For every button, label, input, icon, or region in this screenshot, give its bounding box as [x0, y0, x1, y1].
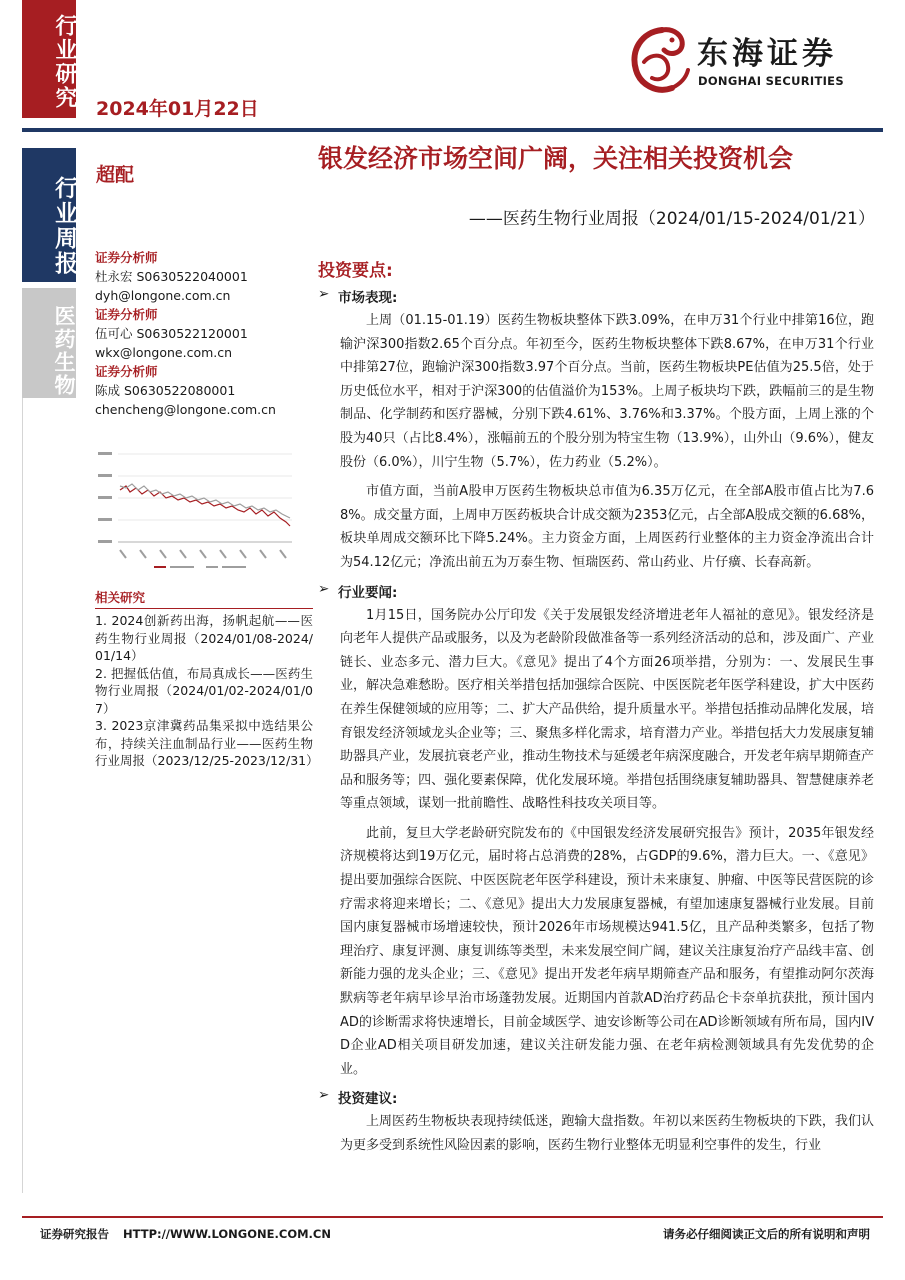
report-subtitle: ——医药生物行业周报（2024/01/15-2024/01/21）	[468, 209, 875, 229]
analyst-role: 证券分析师	[95, 250, 158, 265]
analyst-name-id: 陈成 S0630522080001	[95, 383, 236, 398]
footer-url-link[interactable]: HTTP://WWW.LONGONE.COM.CN	[123, 1227, 331, 1241]
analyst-role: 证券分析师	[95, 364, 158, 379]
analyst-role: 证券分析师	[95, 307, 158, 322]
related-research	[95, 588, 319, 770]
logo-chinese-name: 东海证券	[697, 36, 837, 72]
report-title: 银发经济市场空间广阔，关注相关投资机会	[318, 144, 794, 173]
analyst-email[interactable]: wkx@longone.com.cn	[95, 345, 233, 360]
performance-mini-chart	[96, 446, 296, 576]
main-content	[318, 256, 874, 1164]
arrow-bullet-icon: ➢	[318, 286, 330, 302]
header-divider	[22, 128, 883, 132]
logo-english-name: DONGHAI SECURITIES	[698, 74, 844, 88]
footer-left	[40, 1226, 331, 1242]
analyst-email[interactable]: chencheng@longone.com.cn	[95, 402, 276, 417]
paragraph: 市值方面，当前A股申万医药生物板块总市值为6.35万亿元，在全部A股市值占比为7.68%。成交量方面，上周申万医药板块合计成交额为2353亿元，占全部A股成交额的6.68%，板块单周成交额环比下降5.24%。主力资金方面，上周医药行业整体的主力资金净流出合计为54.12亿元；净流出前五为万泰生物、恒瑞医药、常山药业、片仔癀、长春高新。	[340, 484, 874, 570]
paragraph: 上周（01.15-01.19）医药生物板块整体下跌3.09%，在申万31个行业中排第16位，跑输沪深300指数2.65个百分点。年初至今，医药生物板块整体下跌8.67%，在申万31个行业中排第27位，跑输沪深300指数3.97个百分点。当前，医药生物板块PE估值为25.5倍，处于历史低位水平，相对于沪深300的估值溢价为153%。上周子板块均下跌，跌幅前三的是生物制品、化学制药和医疗器械，分别下跌4.61%、3.76%和3.37%。个股方面，上周上涨的个股为40只（占比8.4%），涨幅前五的个股分别为特宝生物（13.9%），山外山（9.6%），健友股份（6.0%），川宁生物（5.7%），佐力药业（5.2%）。	[340, 313, 874, 470]
report-type-tab: 行业研究	[22, 0, 76, 118]
dragon-logo-icon	[622, 22, 694, 106]
footer-disclaimer: 请务必仔细阅读正文后的所有说明和声明	[663, 1227, 870, 1241]
rating-label: 超配	[96, 164, 135, 186]
key-points-heading: 投资要点:	[318, 261, 393, 281]
analyst-block	[95, 362, 295, 419]
related-item[interactable]: 2. 把握低估值，布局真成长——医药生物行业周报（2024/01/02-2024/01/07）	[95, 665, 313, 716]
report-date: 2024年01月22日	[96, 98, 259, 120]
left-divider	[22, 398, 23, 1193]
arrow-bullet-icon: ➢	[318, 1087, 330, 1104]
paragraph: 上周医药生物板块表现持续低迷，跑输大盘指数。年初以来医药生物板块的下跌，我们认为更多受到系统性风险因素的影响，医药生物行业整体无明显利空事件的发生，行业	[340, 1114, 874, 1153]
analyst-name-id: 伍可心 S0630522120001	[95, 326, 248, 341]
footer-divider	[22, 1216, 883, 1218]
analyst-list	[95, 248, 295, 419]
paragraph: 此前，复旦大学老龄研究院发布的《中国银发经济发展研究报告》预计，2035年银发经济规模将达到19万亿元，届时将占总消费的28%，占GDP的9.6%，潜力巨大。一、《意见》提出要加强综合医院、中医医院老年医学科建设，预计未来康复、肿瘤、中医等民营医院的诊疗需求将迎来增长；二、《意见》提出大力发展康复器械，有望加速康复器械行业发展。目前国内康复器械市场增速较快，预计2026年市场规模达941.5亿，且产品种类繁多，包括了物理治疗、康复评测、康复训练等类型，未来发展空间广阔，建议关注康复治疗产品线丰富、创新能力强的龙头企业；三、《意见》提出开发老年病早期筛查产品和服务，有望推动阿尔茨海默病等老年病早诊早治市场蓬勃发展。近期国内首款AD治疗药品仑卡奈单抗获批，预计国内AD的诊断需求将快速增长，目前金域医学、迪安诊断等公司在AD诊断领域有所布局，国内IVD企业AD相关项目研发加速，建议关注研发能力强、在老年病检测领域具有先发优势的企业。	[340, 825, 874, 1077]
arrow-bullet-icon: ➢	[318, 580, 330, 597]
section-heading: ➢ 市场表现:	[318, 286, 398, 306]
related-divider	[95, 608, 313, 609]
related-item[interactable]: 1. 2024创新药出海，扬帆起航——医药生物行业周报（2024/01/08-2024/01/14）	[95, 613, 313, 663]
analyst-block	[95, 305, 295, 362]
section-heading: ➢ 行业要闻:	[318, 580, 398, 601]
analyst-email[interactable]: dyh@longone.com.cn	[95, 288, 231, 303]
paragraph: 1月15日，国务院办公厅印发《关于发展银发经济增进老年人福祉的意见》。银发经济是向老年人提供产品或服务，以及为老龄阶段做准备等一系列经济活动的总和，涉及面广、产业链长、业态多元、潜力巨大。《意见》提出了4个方面26项举措，分别为：一、发展民生事业，解决急难愁盼。医疗相关举措包括加强综合医院、中医医院老年医学科建设，扩大中医药在养生保健领域的应用等；二、扩大产品供给，提升质量水平。举措包括推动品牌化发展，培育银发经济领域龙头企业等；三、聚焦多样化需求，培育潜力产业。举措包括大力发展康复辅助器具产业，发展抗衰老产业，推动生物技术与延缓老年病深度融合，开发老年病早期筛查产品和服务等；四、强化要素保障，优化发展环境。举措包括围绕康复辅助器具、智慧健康养老等重点领域，谋划一批前瞻性、战略性科技攻关项目等。	[340, 607, 874, 812]
company-logo	[622, 22, 872, 106]
sector-tab: 医药生物	[22, 288, 76, 398]
section-heading: ➢ 投资建议:	[318, 1087, 398, 1108]
footer-label: 证券研究报告	[40, 1227, 109, 1241]
report-kind-tab: 行业周报	[22, 148, 76, 282]
analyst-block	[95, 248, 295, 305]
analyst-name-id: 杜永宏 S0630522040001	[95, 269, 248, 284]
related-item[interactable]: 3. 2023京津冀药品集采拟中选结果公布，持续关注血制品行业——医药生物行业周报（2023/12/25-2023/12/31）	[95, 718, 319, 768]
related-heading: 相关研究	[95, 590, 146, 605]
